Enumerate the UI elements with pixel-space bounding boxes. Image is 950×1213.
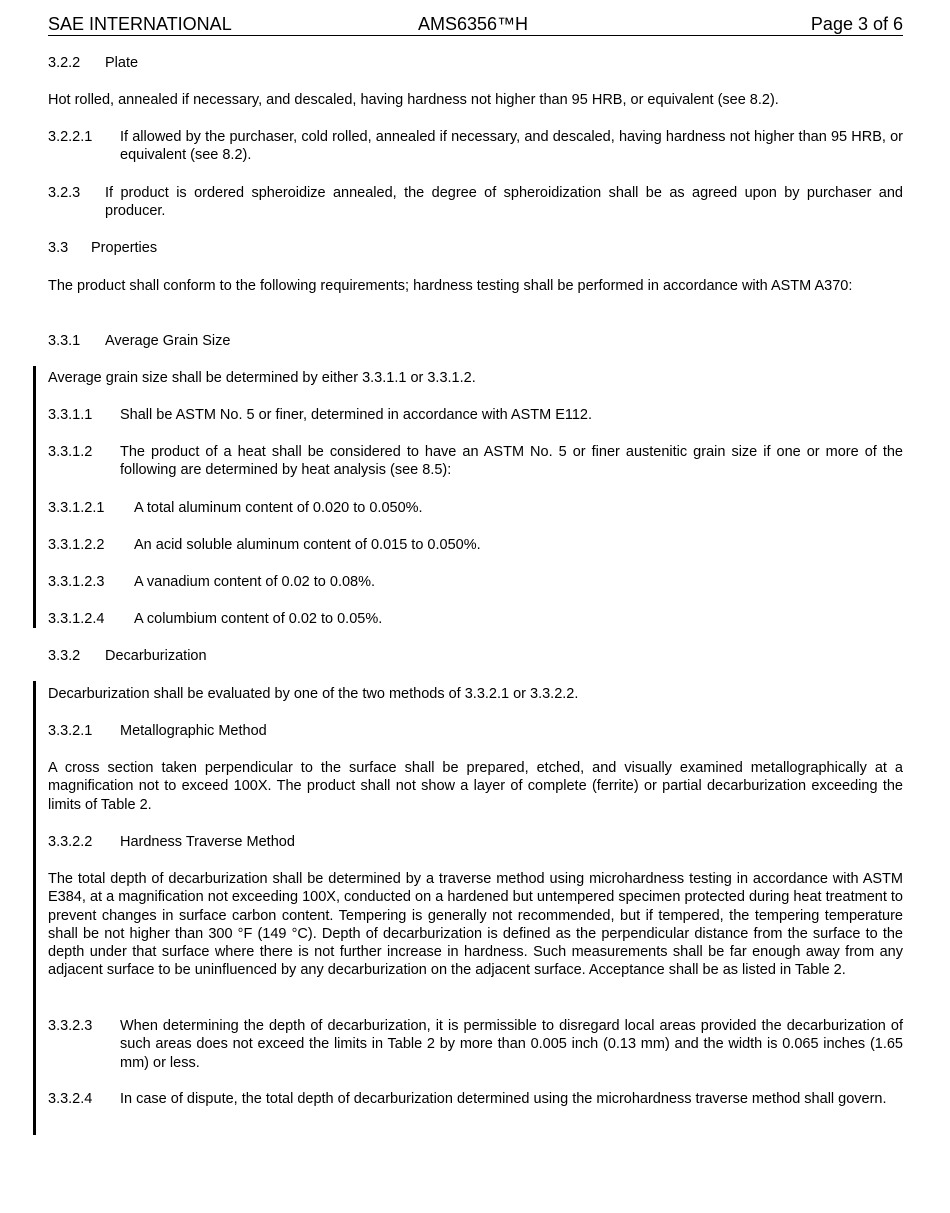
section-title: Average Grain Size <box>105 333 231 349</box>
clause-number: 3.3.1.2.2 <box>48 537 105 553</box>
section-title: Metallographic Method <box>120 723 267 739</box>
clause-text: If product is ordered spheroidize annealed, the degree of spheroidization shall be as agreed upon by purchaser and producer. <box>105 185 903 220</box>
header-page-number: Page 3 of 6 <box>810 14 903 34</box>
clause-text: In case of dispute, the total depth of decarburization determined using the microhardness traverse method shall govern. <box>120 1091 887 1107</box>
section-number: 3.3 <box>48 240 69 256</box>
paragraph-3-3: The product shall conform to the following requirements; hardness testing shall be performed in accordance with ASTM A370: <box>48 278 853 294</box>
section-number: 3.3.2.2 <box>48 834 93 850</box>
section-number: 3.3.1 <box>48 333 81 349</box>
clause-number: 3.3.2.3 <box>48 1018 93 1034</box>
header-doc-number: AMS6356™H <box>418 14 529 34</box>
revision-bar-1 <box>33 366 36 628</box>
paragraph-3-3-2-1: A cross section taken perpendicular to the surface shall be prepared, etched, and visually examined metallographically at a magnification not to exceed 100X. The product shall not show a layer of complete (ferrite) or partial decarburization exceeding the limits of Table 2. <box>48 760 903 813</box>
clause-text: The product of a heat shall be considered to have an ASTM No. 5 or finer austenitic grain size if one or more of the following are determined by heat analysis (see 8.5): <box>120 444 903 479</box>
clause-text: A total aluminum content of 0.020 to 0.050%. <box>134 500 423 516</box>
clause-text: If allowed by the purchaser, cold rolled, annealed if necessary, and descaled, having hardness not higher than 95 HRB, or equivalent (see 8.2). <box>120 129 903 164</box>
clause-3-2-3 <box>48 184 903 221</box>
section-heading-3-3-2 <box>48 647 903 665</box>
section-heading-3-3-1 <box>48 332 903 350</box>
clause-3-3-1-2 <box>48 443 903 480</box>
clause-number: 3.3.1.1 <box>48 407 93 423</box>
section-title: Properties <box>91 240 158 256</box>
clause-3-3-1-2-3 <box>48 573 903 591</box>
section-title: Plate <box>105 55 139 71</box>
clause-3-3-2-3 <box>48 1017 903 1072</box>
clause-number: 3.2.3 <box>48 185 81 201</box>
page-header <box>48 13 903 36</box>
paragraph-3-2-2: Hot rolled, annealed if necessary, and descaled, having hardness not higher than 95 HRB, or equivalent (see 8.2). <box>48 92 779 108</box>
clause-number: 3.3.1.2.3 <box>48 574 105 590</box>
revision-bar-2 <box>33 681 36 1135</box>
clause-number: 3.3.1.2 <box>48 444 93 460</box>
section-heading-3-2-2 <box>48 54 903 72</box>
section-heading-3-3 <box>48 239 903 257</box>
section-heading-3-3-2-2 <box>48 833 903 851</box>
clause-3-2-2-1 <box>48 128 903 165</box>
clause-number: 3.3.1.2.4 <box>48 611 105 627</box>
clause-number: 3.3.2.4 <box>48 1091 93 1107</box>
clause-text: Shall be ASTM No. 5 or finer, determined in accordance with ASTM E112. <box>120 407 593 423</box>
header-org: SAE INTERNATIONAL <box>48 14 232 34</box>
paragraph-3-3-2: Decarburization shall be evaluated by one of the two methods of 3.3.2.1 or 3.3.2.2. <box>48 686 579 702</box>
clause-3-3-2-4 <box>48 1090 903 1108</box>
clause-number: 3.2.2.1 <box>48 129 93 145</box>
section-number: 3.3.2 <box>48 648 81 664</box>
section-number: 3.2.2 <box>48 55 81 71</box>
paragraph-3-3-2-2: The total depth of decarburization shall be determined by a traverse method using microhardness testing in accordance with ASTM E384, at a magnification not exceeding 100X, conducted on a hardened but untempered specimen protected during heat treatment to prevent changes in surface carbon content. Tempering is generally not recommended, but if tempered, the tempering temperature shall be not higher than 300 °F (149 °C). Depth of decarburization is defined as the perpendicular distance from the surface to the depth under that surface where there is not further increase in hardness. Such measurements shall be far enough away from any adjacent surface to be uninfluenced by any decarburization on the adjacent surface. Acceptance shall be as listed in Table 2. <box>48 871 903 979</box>
clause-number: 3.3.1.2.1 <box>48 500 105 516</box>
section-title: Hardness Traverse Method <box>120 834 295 850</box>
section-title: Decarburization <box>105 648 207 664</box>
clause-text: An acid soluble aluminum content of 0.015 to 0.050%. <box>134 537 481 553</box>
section-number: 3.3.2.1 <box>48 723 93 739</box>
clause-text: When determining the depth of decarburization, it is permissible to disregard local areas provided the decarburization of such areas does not exceed the limits in Table 2 by more than 0.005 inch (0.13 mm) and the width is 0.065 inches (1.65 mm) or less. <box>120 1018 903 1071</box>
clause-text: A columbium content of 0.02 to 0.05%. <box>134 611 383 627</box>
clause-3-3-1-1 <box>48 406 903 424</box>
clause-3-3-1-2-4 <box>48 610 903 628</box>
clause-text: A vanadium content of 0.02 to 0.08%. <box>134 574 376 590</box>
section-heading-3-3-2-1 <box>48 722 903 740</box>
clause-3-3-1-2-1 <box>48 499 903 517</box>
clause-3-3-1-2-2 <box>48 536 903 554</box>
paragraph-3-3-1: Average grain size shall be determined by either 3.3.1.1 or 3.3.1.2. <box>48 370 476 386</box>
